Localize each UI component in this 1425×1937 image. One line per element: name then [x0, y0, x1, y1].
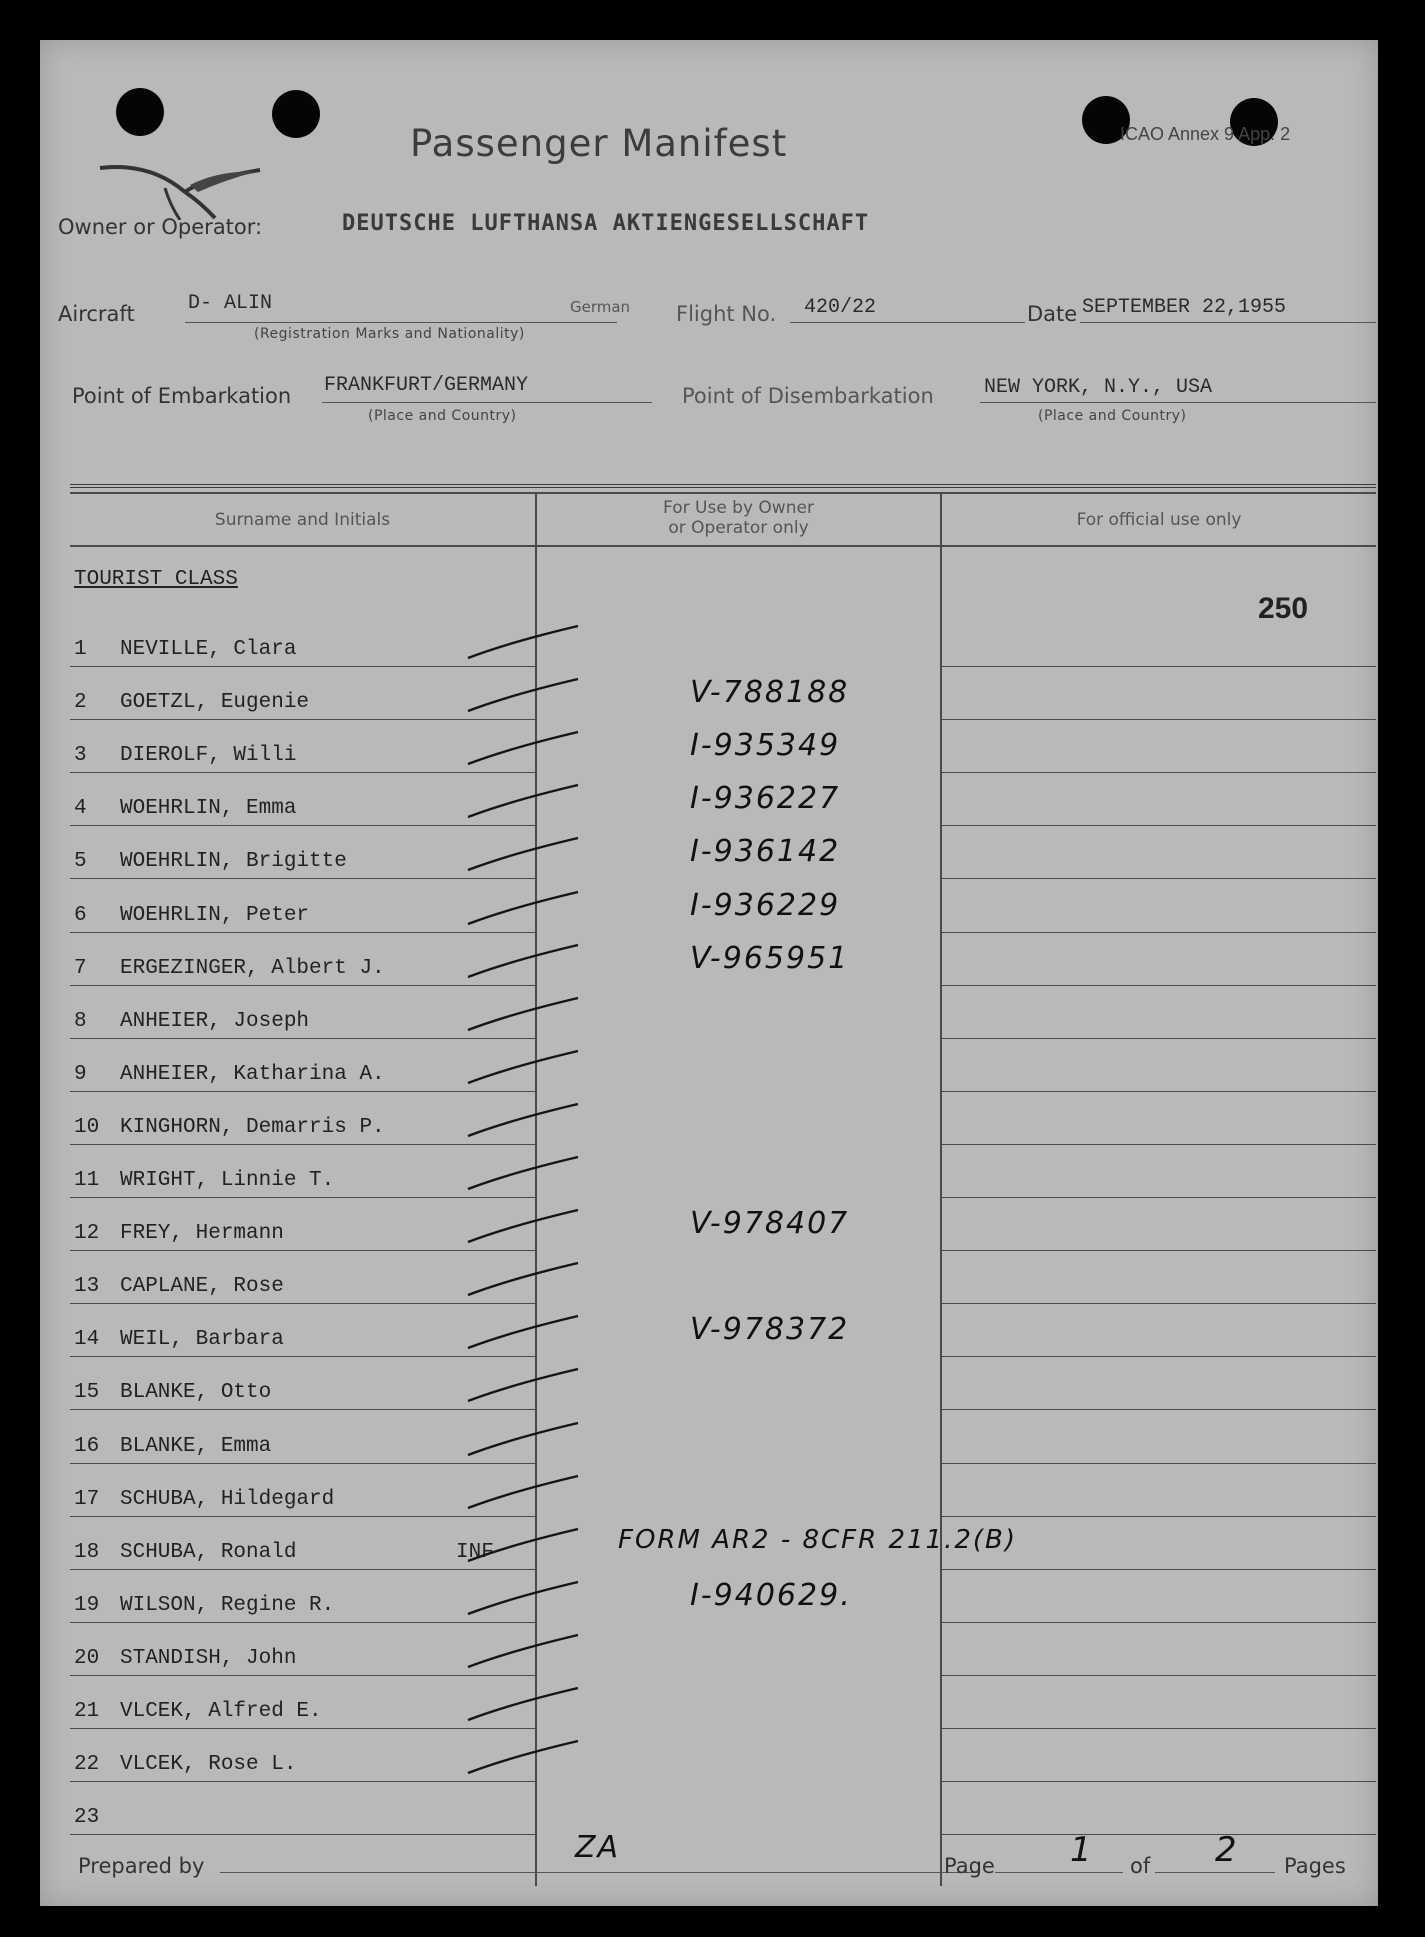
visa-number: I-935349 — [690, 728, 841, 764]
punch-hole — [272, 90, 320, 138]
embarkation-caption: (Place and Country) — [368, 408, 517, 424]
check-mark-icon — [460, 1574, 600, 1624]
flight-value: 420/22 — [804, 296, 877, 319]
passenger-name: BLANKE, Otto — [120, 1381, 272, 1405]
passenger-name: WOEHRLIN, Emma — [120, 797, 297, 821]
passenger-name: DIEROLF, Willi — [120, 744, 297, 768]
passenger-name: BLANKE, Emma — [120, 1434, 272, 1458]
row-number: 6 — [74, 903, 87, 927]
row-number: 16 — [74, 1434, 100, 1458]
row-number: 18 — [74, 1540, 100, 1564]
passenger-name: ANHEIER, Joseph — [120, 1009, 310, 1033]
manifest-page — [40, 40, 1378, 1906]
of-label: of — [1130, 1854, 1151, 1878]
date-label: Date — [1027, 302, 1078, 326]
passenger-name: GOETZL, Eugenie — [120, 691, 310, 715]
embarkation-value: FRANKFURT/GERMANY — [324, 374, 529, 397]
passenger-name: WOEHRLIN, Brigitte — [120, 850, 347, 874]
page-number: 1 — [1070, 1830, 1094, 1870]
total-pages: 2 — [1215, 1830, 1239, 1870]
disembarkation-label: Point of Disembarkation — [682, 384, 934, 408]
visa-number: I-936227 — [690, 781, 841, 817]
row-number: 22 — [74, 1753, 100, 1777]
passenger-name: ANHEIER, Katharina A. — [120, 1062, 385, 1086]
row-number: 11 — [74, 1169, 100, 1192]
row-number: 1 — [74, 638, 87, 661]
aircraft-value: D- ALIN — [188, 292, 273, 315]
check-mark-icon — [460, 1521, 600, 1571]
aircraft-caption: (Registration Marks and Nationality) — [254, 326, 525, 342]
check-mark-icon — [460, 1627, 600, 1677]
check-mark-icon — [460, 724, 600, 774]
visa-number: V-965951 — [690, 940, 850, 976]
row-number: 21 — [74, 1700, 100, 1723]
visa-number: V-978372 — [690, 1312, 850, 1348]
date-value: SEPTEMBER 22,1955 — [1082, 296, 1287, 319]
check-mark-icon — [460, 1043, 600, 1093]
passenger-name: CAPLANE, Rose — [120, 1275, 284, 1299]
check-mark-icon — [460, 1733, 600, 1783]
row-number: 19 — [74, 1593, 100, 1617]
passenger-name: KINGHORN, Demarris P. — [120, 1115, 385, 1139]
row-number: 5 — [74, 850, 87, 874]
passenger-name: WRIGHT, Linnie T. — [120, 1169, 335, 1192]
row-number: 3 — [74, 744, 87, 768]
row-number: 4 — [74, 797, 87, 821]
check-mark-icon — [460, 1096, 600, 1146]
prepared-by-value: ZA — [575, 1830, 621, 1865]
check-mark-icon — [460, 990, 600, 1040]
crane-logo-icon — [90, 110, 270, 220]
embarkation-label: Point of Embarkation — [72, 384, 292, 408]
visa-number: I-936142 — [690, 834, 841, 870]
check-mark-icon — [460, 1468, 600, 1518]
check-mark-icon — [460, 1149, 600, 1199]
col-official-header: For official use only — [1076, 510, 1242, 530]
passenger-name: STANDISH, John — [120, 1646, 297, 1670]
row-number: 12 — [74, 1222, 100, 1246]
col-operator-header-1: For Use by Owner — [663, 498, 814, 518]
page-title: Passenger Manifest — [410, 122, 788, 165]
check-mark-icon — [460, 1308, 600, 1358]
row-number: 15 — [74, 1381, 100, 1405]
row-number: 17 — [74, 1487, 100, 1511]
infant-tag: INF — [456, 1540, 494, 1564]
row-number: 9 — [74, 1062, 87, 1086]
pages-label: Pages — [1284, 1854, 1346, 1878]
row-number: 14 — [74, 1328, 100, 1352]
aircraft-label: Aircraft — [58, 302, 135, 326]
passenger-name: ERGEZINGER, Albert J. — [120, 956, 385, 980]
passenger-name: VLCEK, Rose L. — [120, 1753, 297, 1777]
row-number: 8 — [74, 1009, 87, 1033]
col-surname-header: Surname and Initials — [214, 510, 391, 530]
check-mark-icon — [460, 1415, 600, 1465]
page-label: Page — [944, 1854, 995, 1878]
visa-number: V-978407 — [690, 1206, 850, 1242]
passenger-name: FREY, Hermann — [120, 1222, 284, 1246]
section-label: TOURIST CLASS — [74, 568, 238, 591]
disembarkation-caption: (Place and Country) — [1038, 408, 1187, 424]
disembarkation-value: NEW YORK, N.Y., USA — [984, 376, 1213, 399]
check-mark-icon — [460, 618, 600, 668]
row-number: 10 — [74, 1115, 100, 1139]
row-number: 20 — [74, 1646, 100, 1670]
check-mark-icon — [460, 1255, 600, 1305]
row-number: 23 — [74, 1806, 100, 1830]
check-mark-icon — [460, 884, 600, 934]
visa-number: I-936229 — [690, 887, 841, 923]
row-number: 7 — [74, 956, 87, 980]
icao-reference: ICAO Annex 9 App. 2 — [1120, 124, 1291, 144]
visa-number: V-788188 — [690, 675, 850, 711]
passenger-name: WEIL, Barbara — [120, 1328, 284, 1352]
row-number: 13 — [74, 1275, 100, 1299]
visa-number: FORM AR2 - 8CFR 211.2(B) — [618, 1524, 1018, 1555]
passenger-name: NEVILLE, Clara — [120, 638, 297, 661]
flight-label: Flight No. — [676, 302, 777, 326]
check-mark-icon — [460, 671, 600, 721]
passenger-name: SCHUBA, Ronald — [120, 1540, 297, 1564]
row-number: 2 — [74, 691, 87, 715]
passenger-name: WILSON, Regine R. — [120, 1593, 335, 1617]
check-mark-icon — [460, 937, 600, 987]
visa-number: I-940629. — [690, 1577, 852, 1613]
owner-label: Owner or Operator: — [58, 215, 263, 239]
check-mark-icon — [460, 1680, 600, 1730]
passenger-name: SCHUBA, Hildegard — [120, 1487, 335, 1511]
check-mark-icon — [460, 777, 600, 827]
check-mark-icon — [460, 1361, 600, 1411]
check-mark-icon — [460, 1202, 600, 1252]
passenger-name: VLCEK, Alfred E. — [120, 1700, 322, 1723]
passenger-name: WOEHRLIN, Peter — [120, 903, 310, 927]
check-mark-icon — [460, 830, 600, 880]
prepared-by-label: Prepared by — [78, 1854, 205, 1878]
col-operator-header-2: or Operator only — [668, 518, 809, 538]
owner-value: DEUTSCHE LUFTHANSA AKTIENGESELLSCHAFT — [342, 211, 870, 236]
nationality-value: German — [570, 298, 631, 316]
official-count: 250 — [1258, 592, 1309, 625]
